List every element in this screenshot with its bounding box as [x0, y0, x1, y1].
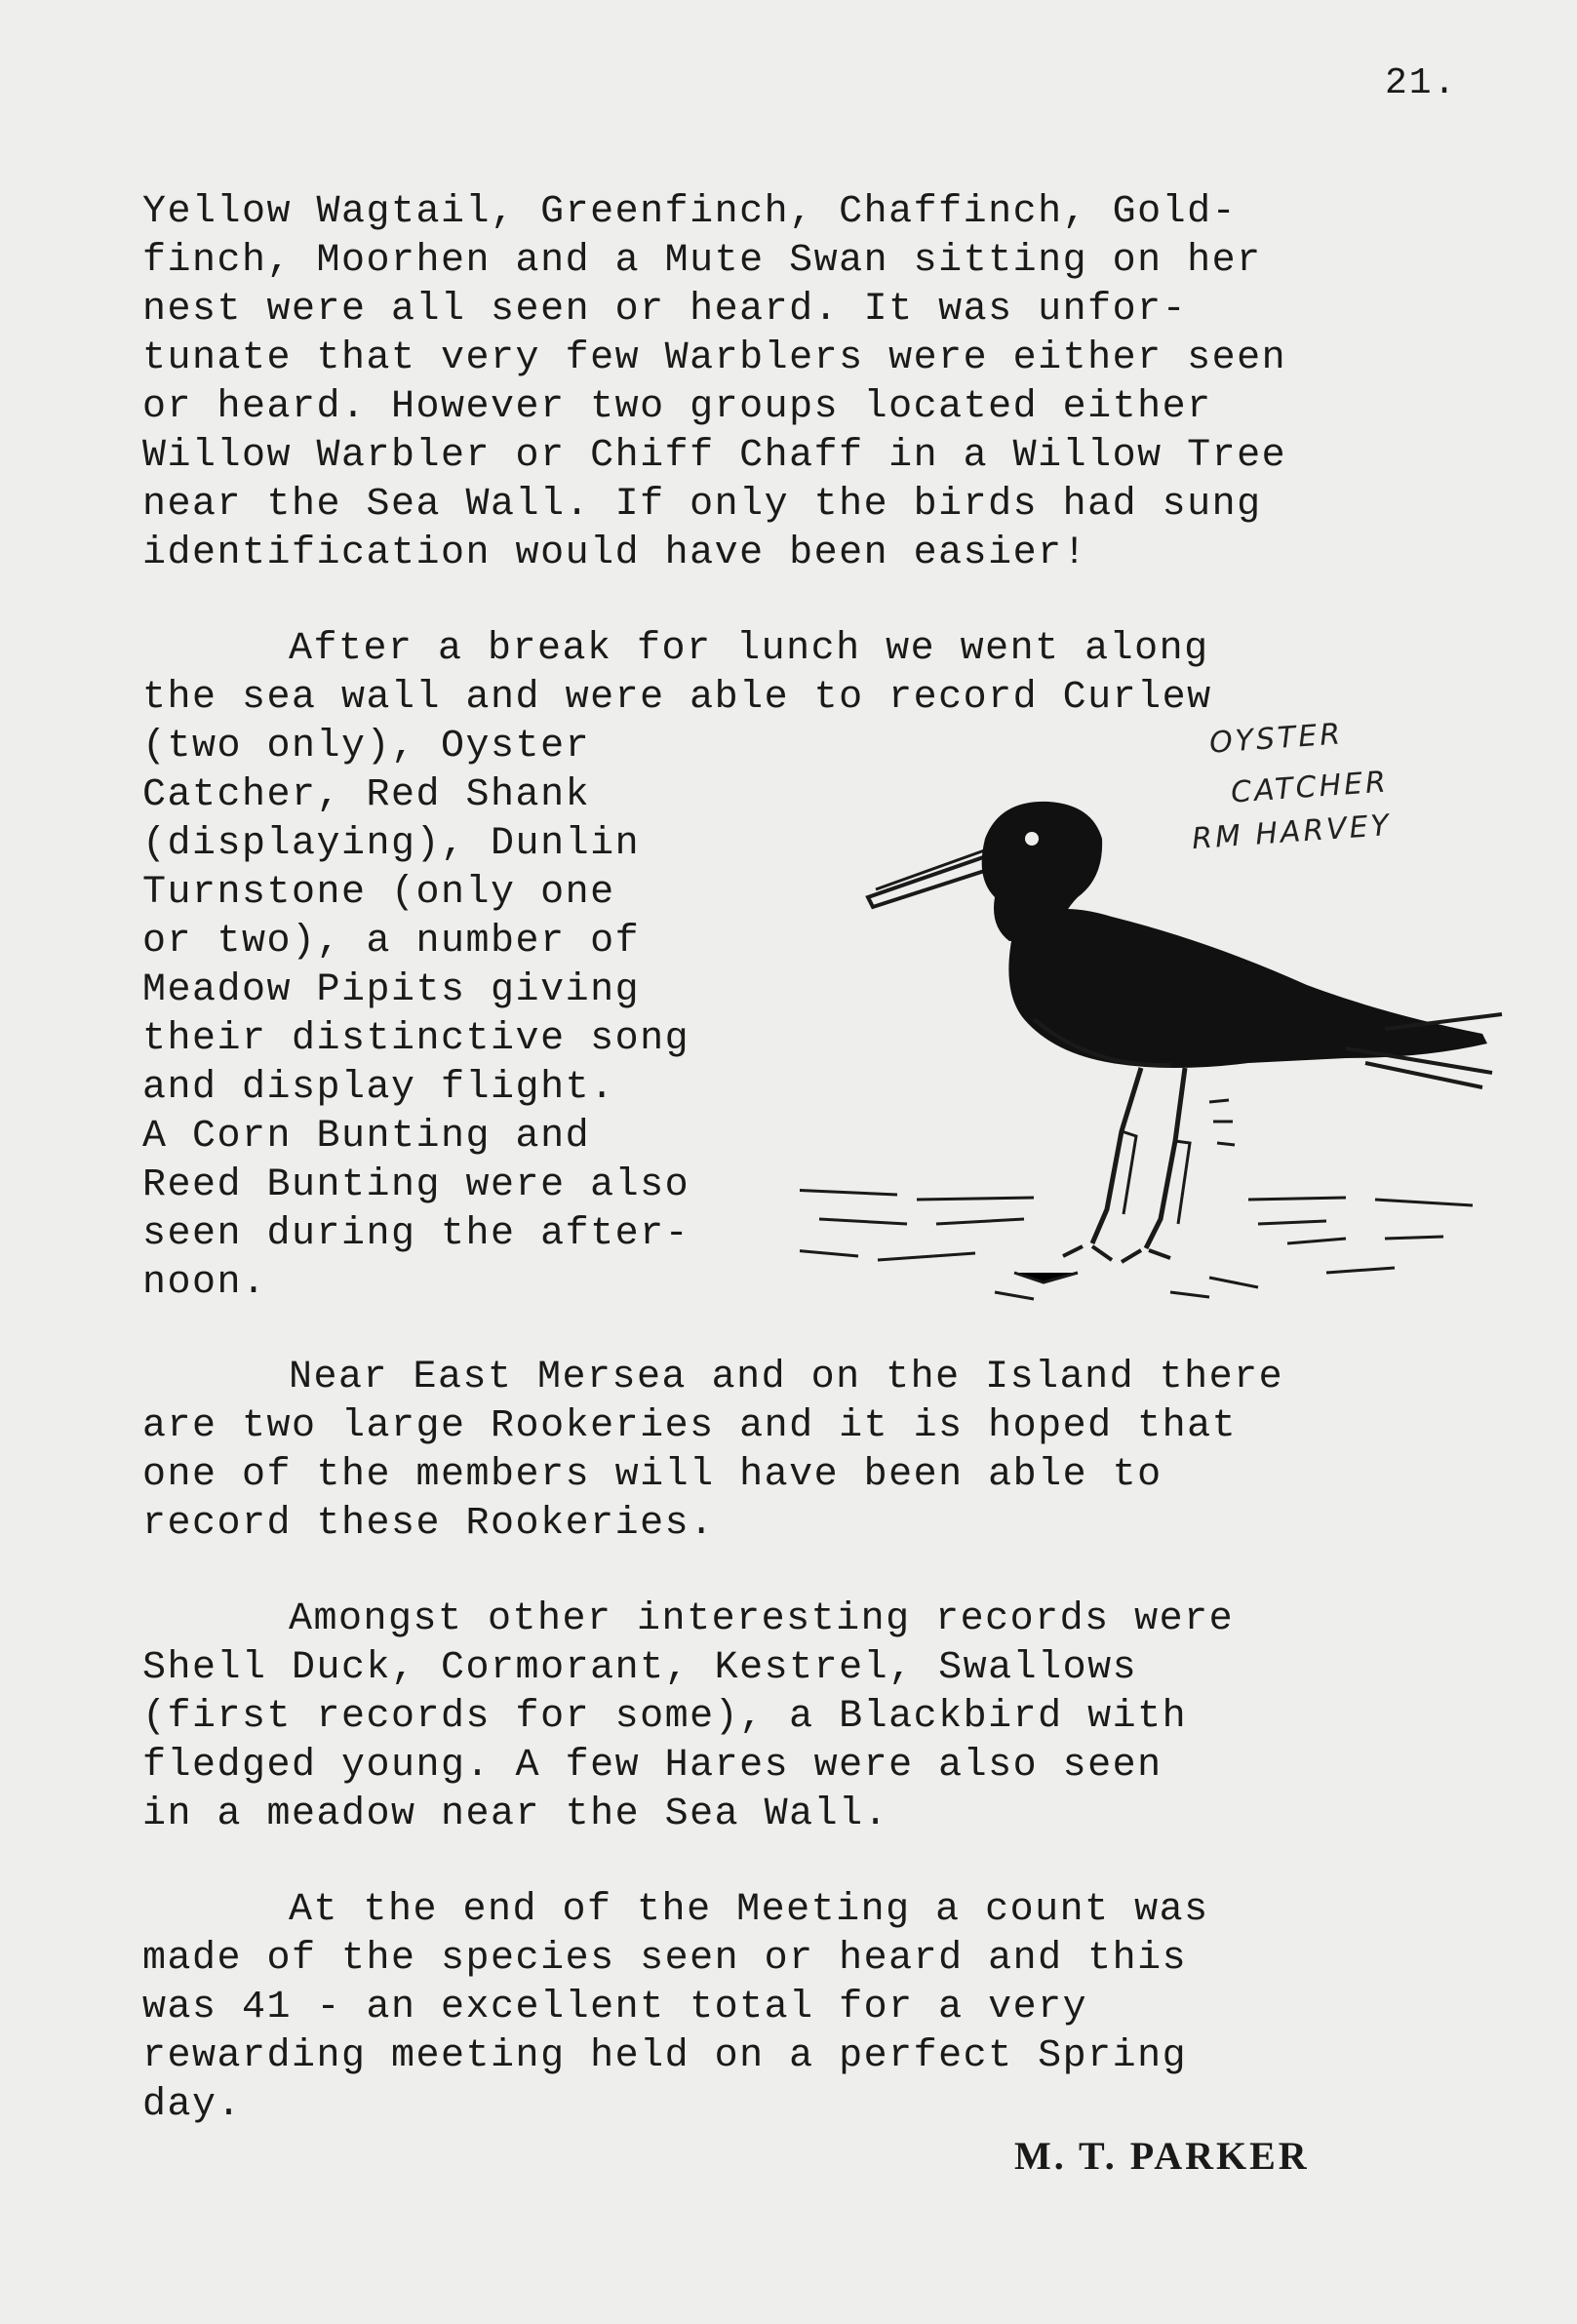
- text-line: was 41 - an excellent total for a very: [142, 1986, 1088, 2029]
- text-line: in a meadow near the Sea Wall.: [142, 1792, 889, 1836]
- text-line: tunate that very few Warblers were either seen: [142, 336, 1287, 380]
- text-line: one of the members will have been able to: [142, 1453, 1163, 1497]
- text-line: Meadow Pipits giving: [142, 968, 641, 1012]
- text-line: Shell Duck, Cormorant, Kestrel, Swallows: [142, 1646, 1138, 1690]
- text-line: Yellow Wagtail, Greenfinch, Chaffinch, Gold-: [142, 190, 1238, 234]
- signature: M. T. PARKER: [1014, 2134, 1310, 2178]
- text-line: Willow Warbler or Chiff Chaff in a Willow Tree: [142, 434, 1287, 478]
- text-line: are two large Rookeries and it is hoped that: [142, 1404, 1238, 1448]
- oystercatcher-sketch: [800, 780, 1541, 1326]
- text-line: Catcher, Red Shank: [142, 773, 591, 817]
- paragraph-4: [142, 1595, 1508, 1839]
- text-line: (displaying), Dunlin: [142, 822, 641, 866]
- text-line: or heard. However two groups located either: [142, 385, 1212, 429]
- text-line: A Corn Bunting and: [142, 1115, 591, 1159]
- page-number: 21.: [1385, 62, 1458, 104]
- text-line: (first records for some), a Blackbird with: [142, 1695, 1188, 1739]
- text-line: After a break for lunch we went along: [289, 627, 1209, 671]
- text-line: Reed Bunting were also: [142, 1163, 690, 1207]
- text-line: seen during the after-: [142, 1212, 690, 1256]
- paragraph-5: [142, 1886, 1508, 2130]
- text-line: made of the species seen or heard and this: [142, 1937, 1188, 1981]
- text-line: record these Rookeries.: [142, 1502, 715, 1546]
- text-line: Near East Mersea and on the Island there: [289, 1356, 1284, 1399]
- text-line: Turnstone (only one: [142, 871, 615, 915]
- text-line: their distinctive song: [142, 1017, 690, 1061]
- illustration-caption-line: RM HARVEY: [1191, 807, 1393, 857]
- text-line: (two only), Oyster: [142, 725, 591, 768]
- text-line: noon.: [142, 1261, 267, 1305]
- illustration-caption-line: CATCHER: [1229, 765, 1390, 810]
- paragraph-3: [142, 1354, 1508, 1549]
- text-line: rewarding meeting held on a perfect Spring: [142, 2034, 1188, 2078]
- text-line: and display flight.: [142, 1066, 615, 1110]
- text-line: near the Sea Wall. If only the birds had sung: [142, 483, 1262, 527]
- text-line: At the end of the Meeting a count was: [289, 1888, 1209, 1932]
- text-line: or two), a number of: [142, 920, 641, 964]
- text-line: fledged young. A few Hares were also seen: [142, 1744, 1163, 1788]
- text-line: the sea wall and were able to record Curlew: [142, 676, 1212, 720]
- text-line: finch, Moorhen and a Mute Swan sitting on her: [142, 239, 1262, 283]
- text-line: identification would have been easier!: [142, 532, 1088, 575]
- text-line: day.: [142, 2083, 243, 2127]
- illustration-caption-line: OYSTER: [1207, 717, 1345, 761]
- paragraph-1: [142, 188, 1508, 578]
- text-line: Amongst other interesting records were: [289, 1597, 1235, 1641]
- text-line: nest were all seen or heard. It was unfor-: [142, 288, 1188, 332]
